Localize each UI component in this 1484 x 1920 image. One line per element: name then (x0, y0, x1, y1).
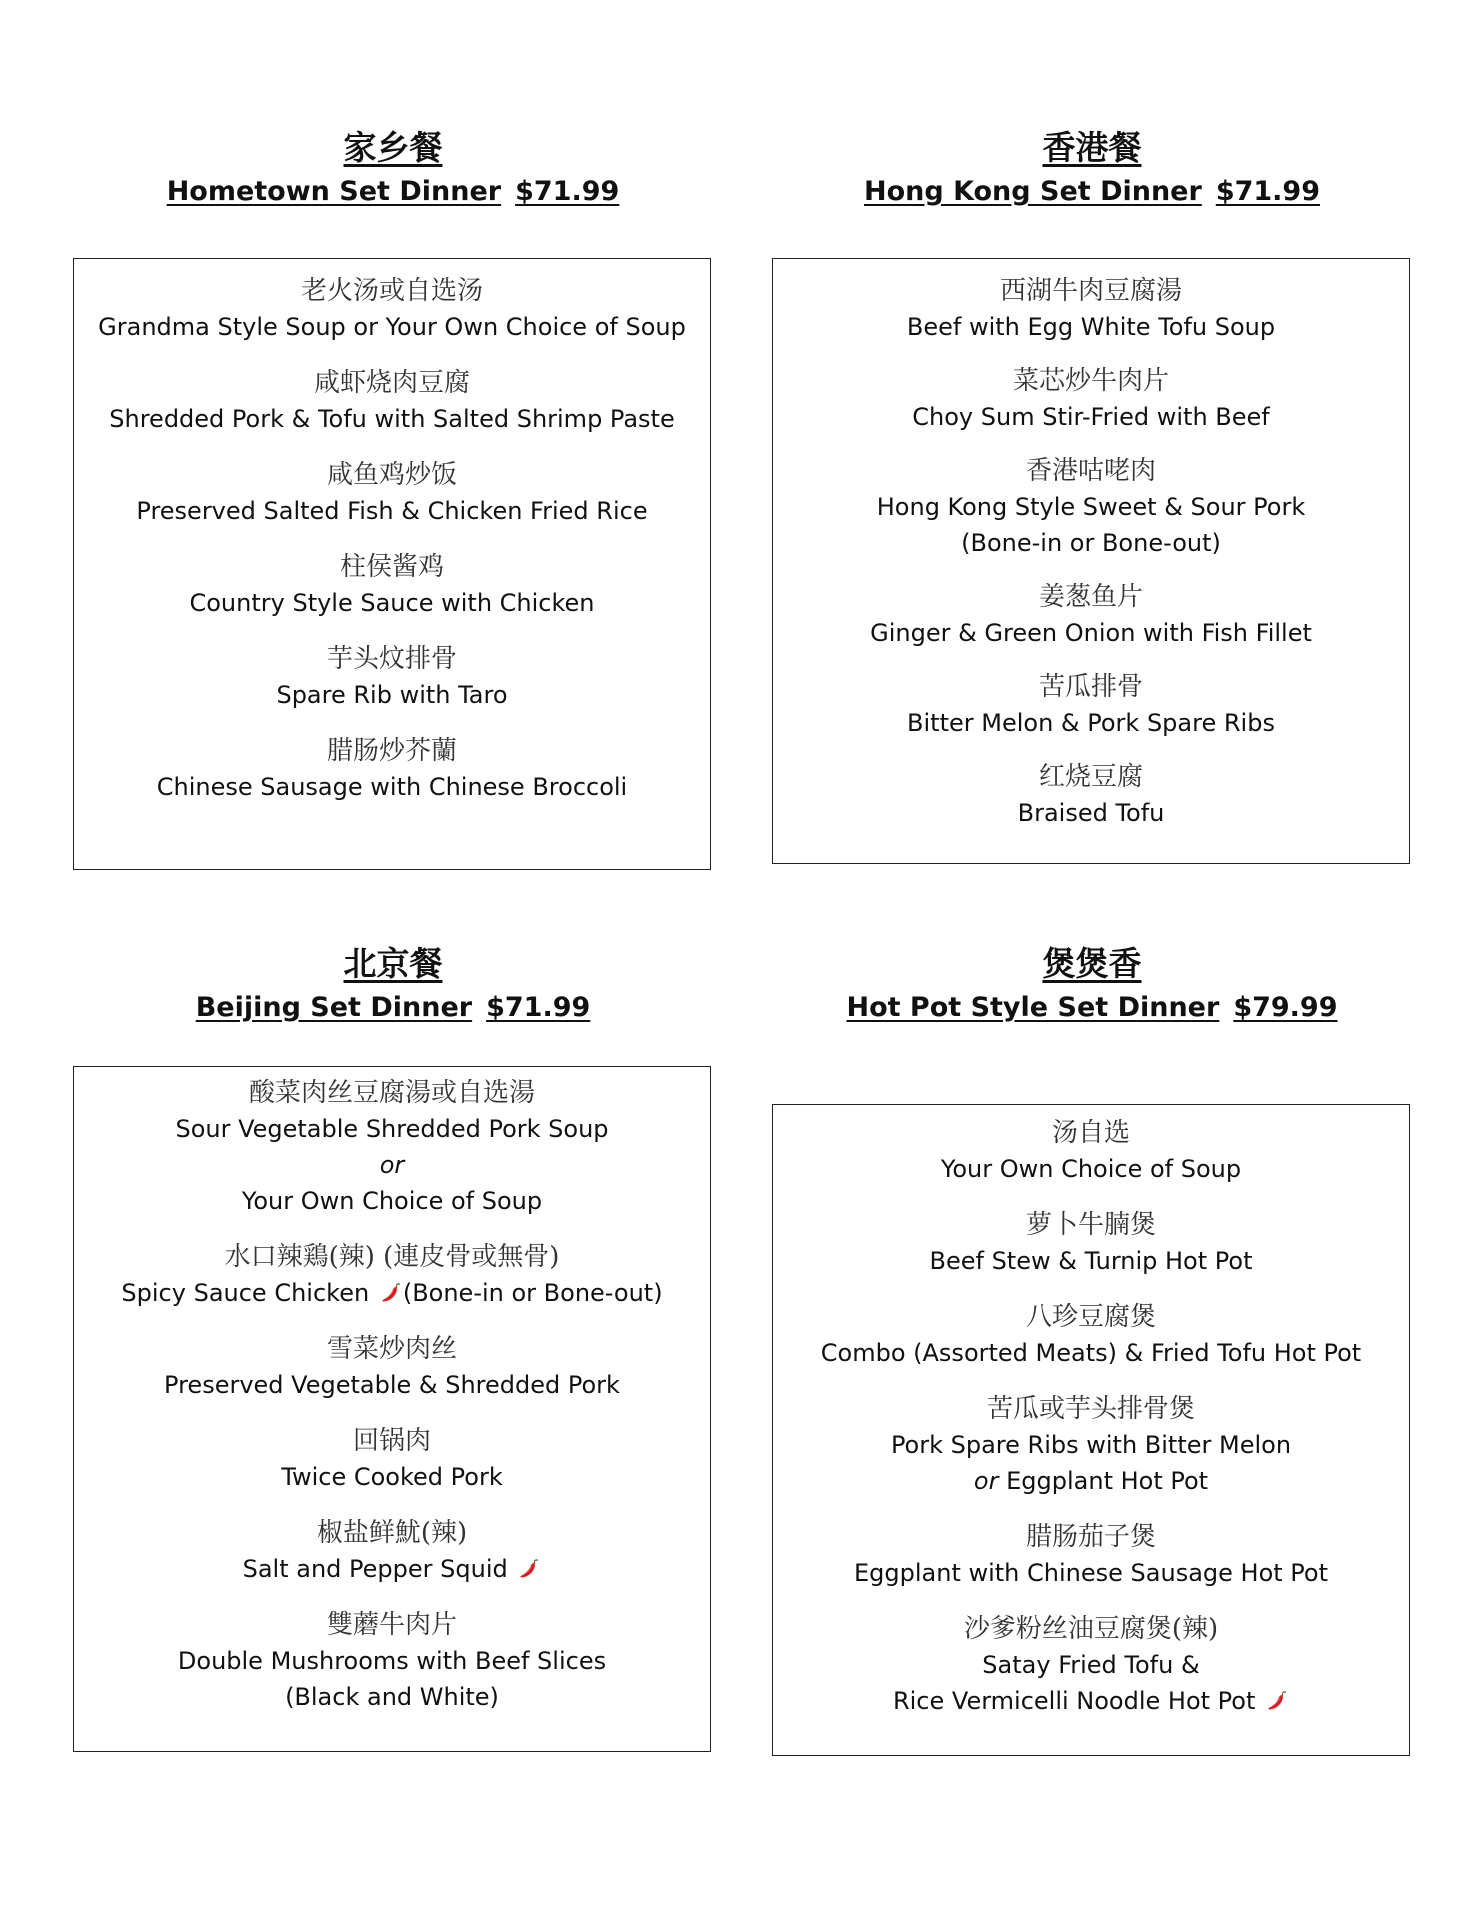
dish-name-chinese: 柱侯酱鸡 (339, 552, 444, 582)
menu-item (783, 1519, 1399, 1591)
dish-name-english: Preserved Vegetable & Shredded Pork (164, 1371, 620, 1399)
dish-name-english: Double Mushrooms with Beef Slices (177, 1647, 607, 1675)
dish-name-english: Bitter Melon & Pork Spare Ribs (907, 709, 1275, 737)
set-price: $71.99 (486, 992, 591, 1023)
dish-name-english-cont (783, 1683, 1399, 1719)
dish-name-english: Braised Tofu (1017, 799, 1165, 827)
dish-name-chinese: 腊肠炒芥蘭 (326, 736, 457, 766)
set-heading (772, 128, 1412, 212)
dish-name-chinese: 红烧豆腐 (1038, 762, 1143, 792)
dish-name-chinese: 西湖牛肉豆腐湯 (999, 276, 1182, 306)
dish-name-text: Rice Vermicelli Noodle Hot Pot (892, 1687, 1256, 1715)
dish-name-chinese: 回锅肉 (352, 1426, 431, 1456)
set-title-english (73, 988, 713, 1028)
dish-name-english: Ginger & Green Onion with Fish Fillet (870, 619, 1312, 647)
menu-item (84, 549, 700, 621)
menu-item (783, 669, 1399, 741)
set-name: Beijing Set Dinner (195, 992, 473, 1023)
dish-name-chinese: 咸虾烧肉豆腐 (313, 368, 470, 398)
set-title-chinese: 香港餐 (1042, 128, 1142, 167)
set-title-chinese: 家乡餐 (343, 128, 443, 167)
set-title-english (772, 988, 1412, 1028)
dish-name-chinese: 老火汤或自选汤 (300, 276, 483, 306)
menu-item (783, 1115, 1399, 1187)
dish-name-chinese: 椒盐鲜魷(辣) (316, 1518, 468, 1548)
menu-item (84, 1075, 700, 1219)
dish-name-english: Beef with Egg White Tofu Soup (906, 313, 1276, 341)
menu-item (84, 1423, 700, 1495)
dish-name-english: Preserved Salted Fish & Chicken Fried Rice (136, 497, 648, 525)
dish-name-english (84, 1551, 700, 1587)
set-name: Hot Pot Style Set Dinner (846, 992, 1220, 1023)
menu-item (783, 273, 1399, 345)
dish-name-chinese: 雙蘑牛肉片 (326, 1610, 457, 1640)
dish-name-english: Country Style Sauce with Chicken (189, 589, 595, 617)
menu-item (783, 363, 1399, 435)
dish-name-chinese: 姜葱鱼片 (1038, 582, 1143, 612)
dish-name-text: Salt and Pepper Squid (242, 1555, 508, 1583)
dish-name-chinese: 腊肠茄子煲 (1025, 1522, 1156, 1552)
dish-name-chinese: 雪菜炒肉丝 (326, 1334, 457, 1364)
dish-option-text: (Bone-in or Bone-out) (402, 1279, 663, 1307)
menu-box (772, 258, 1410, 864)
set-price: $71.99 (515, 176, 620, 207)
dish-name-english: Grandma Style Soup or Your Own Choice of Soup (98, 313, 686, 341)
menu-item (84, 457, 700, 529)
menu-item (783, 759, 1399, 831)
dish-name-english: Combo (Assorted Meats) & Fried Tofu Hot Pot (820, 1339, 1362, 1367)
menu-item (783, 1391, 1399, 1499)
dish-name-english: Satay Fried Tofu & (982, 1651, 1200, 1679)
menu-item (84, 1607, 700, 1715)
dish-name-chinese: 酸菜肉丝豆腐湯或自选湯 (248, 1078, 535, 1108)
menu-item (84, 1239, 700, 1311)
set-hot-pot (772, 944, 1412, 1715)
set-beijing (73, 944, 713, 1711)
dish-name-english: Spare Rib with Taro (276, 681, 508, 709)
set-hometown (73, 128, 713, 801)
set-heading (772, 944, 1412, 1028)
dish-name-english (84, 1275, 700, 1311)
dish-name-english: Twice Cooked Pork (281, 1463, 503, 1491)
menu-item (84, 1331, 700, 1403)
dish-name-english: Choy Sum Stir-Fried with Beef (912, 403, 1270, 431)
dish-name-chinese: 汤自选 (1051, 1118, 1130, 1148)
menu-item (783, 1611, 1399, 1719)
menu-item (84, 641, 700, 713)
dish-name-english: Pork Spare Ribs with Bitter Melon (890, 1431, 1292, 1459)
menu-item (84, 365, 700, 437)
dish-name-chinese: 萝卜牛腩煲 (1025, 1210, 1156, 1240)
dish-name-english: Beef Stew & Turnip Hot Pot (929, 1247, 1253, 1275)
set-name: Hong Kong Set Dinner (863, 176, 1202, 207)
dish-name-chinese: 菜芯炒牛肉片 (1012, 366, 1169, 396)
dish-name-chinese: 八珍豆腐煲 (1025, 1302, 1156, 1332)
menu-box (73, 258, 711, 870)
dish-name-english: Your Own Choice of Soup (940, 1155, 1242, 1183)
menu-item (84, 733, 700, 805)
menu-item (783, 1299, 1399, 1371)
set-name: Hometown Set Dinner (166, 176, 502, 207)
dish-name-text: Spicy Sauce Chicken (121, 1279, 370, 1307)
chili-pepper-icon (379, 1282, 401, 1304)
set-hong-kong (772, 128, 1412, 827)
dish-name-chinese: 香港咕咾肉 (1025, 456, 1156, 486)
menu-item (84, 273, 700, 345)
dish-name-chinese: 沙爹粉丝油豆腐煲(辣) (963, 1614, 1219, 1644)
set-price: $71.99 (1215, 176, 1321, 207)
dish-name-text: Eggplant Hot Pot (1006, 1467, 1209, 1495)
set-heading (73, 128, 713, 212)
dish-name-english-note: (Bone-in or Bone-out) (961, 529, 1221, 557)
dish-name-english: Hong Kong Style Sweet & Sour Pork (876, 493, 1306, 521)
dish-name-chinese: 咸鱼鸡炒饭 (326, 460, 457, 490)
dish-name-english: Sour Vegetable Shredded Pork Soup (175, 1115, 609, 1143)
menu-item (783, 1207, 1399, 1279)
chili-pepper-icon (517, 1558, 539, 1580)
dish-or-separator: or (379, 1151, 405, 1179)
dish-name-english-note: (Black and White) (285, 1683, 499, 1711)
menu-item (783, 453, 1399, 561)
dish-name-english: Chinese Sausage with Chinese Broccoli (156, 773, 628, 801)
dish-name-english: Eggplant with Chinese Sausage Hot Pot (853, 1559, 1329, 1587)
set-title-english (73, 172, 713, 212)
menu-box (73, 1066, 711, 1752)
dish-name-chinese: 芋头炆排骨 (326, 644, 457, 674)
dish-name-chinese: 苦瓜排骨 (1038, 672, 1143, 702)
set-title-chinese: 煲煲香 (1042, 944, 1142, 983)
chili-pepper-icon (1265, 1690, 1287, 1712)
dish-name-english-alt (783, 1463, 1399, 1499)
dish-name-english: Shredded Pork & Tofu with Salted Shrimp Paste (109, 405, 675, 433)
set-price: $79.99 (1233, 992, 1338, 1023)
menu-item (783, 579, 1399, 651)
dish-name-english-alt: Your Own Choice of Soup (241, 1187, 543, 1215)
dish-name-chinese: 水口辣鶏(辣) (連皮骨或無骨) (224, 1242, 560, 1272)
set-title-chinese: 北京餐 (343, 944, 443, 983)
set-title-english (772, 172, 1412, 212)
menu-box (772, 1104, 1410, 1756)
set-heading (73, 944, 713, 1028)
menu-item (84, 1515, 700, 1587)
dish-name-chinese: 苦瓜或芋头排骨煲 (986, 1394, 1195, 1424)
dish-or-separator: or (973, 1467, 999, 1495)
